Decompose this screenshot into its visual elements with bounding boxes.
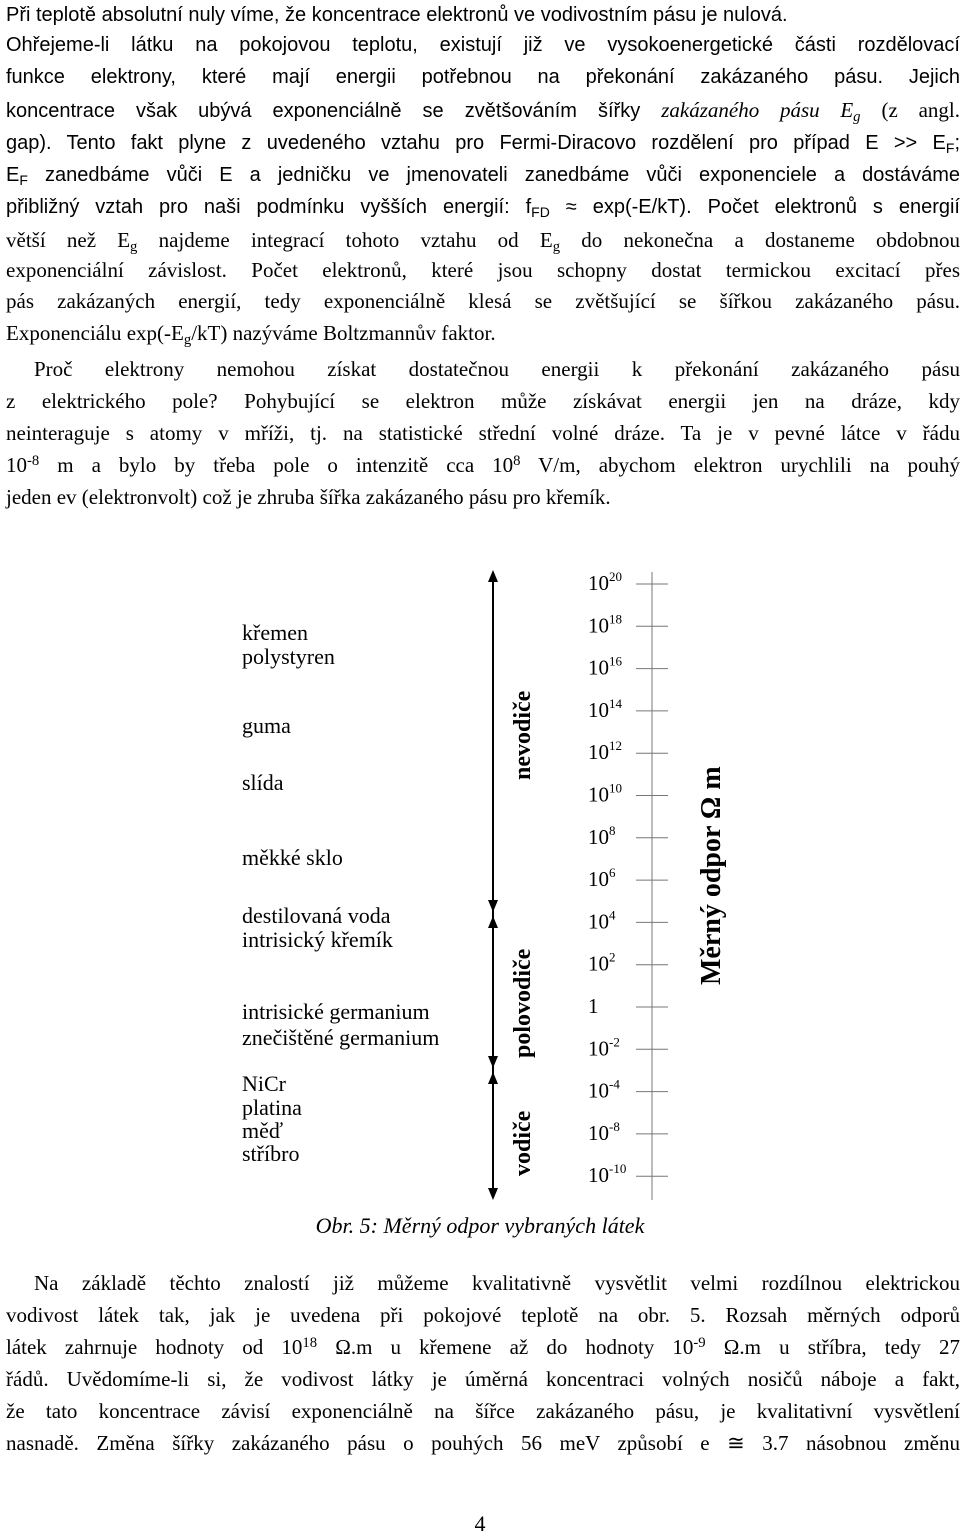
scale-label: $10^{14}$ <box>588 695 622 722</box>
text: Při teplotě absolutní nuly víme, že koncentrace elektronů ve vodivostním pásu je nulová. <box>6 4 788 26</box>
subscript: F <box>19 171 28 188</box>
scale-label: $10^{-2}$ <box>588 1034 620 1061</box>
text-line <box>6 418 960 448</box>
text: exponenciální závislost. Počet elektronů, které jsou schopny dostat termickou excitací přes <box>6 258 960 282</box>
material-label: znečištěné germanium <box>242 1025 440 1050</box>
subscript: g <box>552 238 561 255</box>
category-arrow <box>488 570 498 1200</box>
text: z elektrického pole? Pohybující se elektron může získávat energii jen na dráze, kdy <box>6 389 960 413</box>
category-conductors: vodiče <box>510 1110 536 1176</box>
superscript: -8 <box>27 452 40 469</box>
material-label: slída <box>242 770 284 795</box>
scale-label: $10^{10}$ <box>588 780 622 807</box>
term-italic: zakázaného pásu E <box>661 98 854 122</box>
scale-label: $10^{-4}$ <box>588 1076 620 1103</box>
material-label: intrisické germanium <box>242 999 430 1024</box>
material-label: stříbro <box>242 1141 300 1166</box>
text-line <box>6 225 960 255</box>
text: větší než E <box>6 228 131 252</box>
resistivity-diagram <box>0 560 960 1260</box>
text-line <box>6 128 960 158</box>
text-line <box>6 95 960 125</box>
text-line <box>6 386 960 416</box>
text: (z angl. <box>881 98 960 122</box>
subscript: g <box>130 238 138 255</box>
text: exp(-E/kT). Počet elektronů s energií <box>592 196 960 218</box>
text: 10 <box>6 453 27 477</box>
text-line <box>34 1268 960 1298</box>
text-line <box>6 450 960 480</box>
superscript: 8 <box>513 452 521 469</box>
scale-label: $10^{18}$ <box>588 611 622 638</box>
text: E <box>6 164 20 186</box>
subscript: F <box>945 139 955 156</box>
text: najdeme integrací tohoto vztahu od E <box>158 228 553 252</box>
text: neinteraguje s atomy v mříži, tj. na statistické střední volné dráze. Ta je v pevné látce v řádu <box>6 421 960 445</box>
scale-label: 1 <box>588 994 599 1018</box>
material-label: guma <box>242 713 291 738</box>
text-line <box>6 192 960 222</box>
category-semiconductors: polovodiče <box>510 948 536 1058</box>
text: Exponenciálu exp(-E <box>6 321 184 345</box>
text: funkce elektrony, které mají energii potřebnou na překonání zakázaného pásu. Jejich <box>6 66 960 88</box>
material-label: NiCr <box>242 1071 286 1096</box>
text-line <box>6 286 960 316</box>
text: ; <box>954 132 960 154</box>
text: přibližný vztah pro naši podmínku vyšších energií: f <box>6 196 532 218</box>
figure-caption <box>0 1211 960 1241</box>
material-label: měkké sklo <box>242 845 343 870</box>
scale-label: $10^6$ <box>588 865 616 892</box>
category-nonconductors: nevodiče <box>510 690 536 780</box>
text: koncentrace však ubývá exponenciálně se zvětšováním šířky <box>6 100 641 122</box>
approx-equal-symbol: ≅ <box>727 1431 745 1455</box>
text-line <box>6 1396 960 1426</box>
text: jeden ev (elektronvolt) což je zhruba šířka zakázaného pásu pro křemík. <box>6 485 611 509</box>
text-line <box>6 1332 960 1362</box>
text-line <box>6 30 960 60</box>
text-line <box>6 0 960 30</box>
material-label: polystyren <box>242 644 335 669</box>
text: Ω.m u stříbra, tedy 27 <box>723 1335 960 1359</box>
text: gap). Tento fakt plyne z uvedeného vztahu pro Fermi-Diracovo rozdělení pro případ E >> E <box>6 132 946 154</box>
page-number <box>0 1509 960 1539</box>
scale-label: $10^{-8}$ <box>588 1118 620 1145</box>
text-line <box>6 1364 960 1394</box>
text-line <box>6 1300 960 1330</box>
scale-label: $10^{16}$ <box>588 653 622 680</box>
text-line <box>6 255 960 285</box>
text-line <box>6 160 960 190</box>
text: V/m, abychom elektron urychlili na pouhý <box>538 453 960 477</box>
text: Ω.m u křemene až do hodnoty 10 <box>335 1335 694 1359</box>
text: /kT) nazýváme Boltzmannův faktor. <box>191 321 496 345</box>
axis-title: Měrný odpor Ω m <box>696 766 727 985</box>
text: Ohřejeme-li látku na pokojovou teplotu, existují již ve vysokoenergetické části rozdělovací <box>6 34 960 56</box>
material-label: intrisický křemík <box>242 927 393 952</box>
material-label: destilovaná voda <box>242 903 391 928</box>
scale-label: $10^8$ <box>588 822 616 849</box>
text: řádů. Uvědomíme-li si, že vodivost látky je úměrná koncentraci volných nosičů náboje a fakt, <box>6 1367 960 1391</box>
text-line <box>6 62 960 92</box>
text-line <box>6 318 960 348</box>
scale <box>588 569 668 1200</box>
superscript: 18 <box>302 1334 318 1351</box>
text-line <box>6 482 960 512</box>
subscript: g <box>183 331 192 348</box>
text: nasnadě. Změna šířky zakázaného pásu o pouhých 56 meV způsobí e <box>6 1431 710 1455</box>
text: pás zakázaných energií, tedy exponenciálně klesá se zvětšující se šířkou zakázaného pásu. <box>6 289 960 313</box>
subscript: FD <box>531 203 550 220</box>
superscript: -9 <box>693 1334 706 1351</box>
scale-label: $10^{-10}$ <box>588 1161 627 1188</box>
material-label: křemen <box>242 620 308 645</box>
text: látek zahrnuje hodnoty od 10 <box>6 1335 303 1359</box>
text: že tato koncentrace závisí exponenciálně na šířce zakázaného pásu, je kvalitativní vysvětlení <box>6 1399 960 1423</box>
text-line <box>6 1428 960 1458</box>
material-label: platina <box>242 1095 302 1120</box>
material-label: měď <box>242 1118 284 1143</box>
scale-label: $10^{20}$ <box>588 569 622 595</box>
text: zanedbáme vůči E a jedničku ve jmenovateli zanedbáme vůči exponenciele a dostáváme <box>45 164 960 186</box>
text: vodivost látek tak, jak je uvedena při pokojové teplotě na obr. 5. Rozsah měrných odporů <box>6 1303 960 1327</box>
page-number-text: 4 <box>474 1511 486 1536</box>
scale-label: $10^{12}$ <box>588 738 622 765</box>
subscript: g <box>853 108 861 125</box>
text: Na základě těchto znalostí již můžeme kvalitativně vysvětlit velmi rozdílnou elektrickou <box>34 1271 960 1295</box>
approx-symbol: ≈ <box>565 196 577 218</box>
text: 3.7 násobnou změnu <box>762 1431 960 1455</box>
scale-label: $10^2$ <box>588 949 616 976</box>
text: m a bylo by třeba pole o intenzitě cca 10 <box>57 453 514 477</box>
text: Proč elektrony nemohou získat dostatečnou energii k překonání zakázaného pásu <box>34 357 960 381</box>
text: do nekonečna a dostaneme obdobnou <box>581 228 960 252</box>
caption-text: Obr. 5: Měrný odpor vybraných látek <box>315 1213 645 1238</box>
scale-label: $10^4$ <box>588 907 616 934</box>
text-line <box>34 354 960 384</box>
figure <box>0 560 960 1260</box>
